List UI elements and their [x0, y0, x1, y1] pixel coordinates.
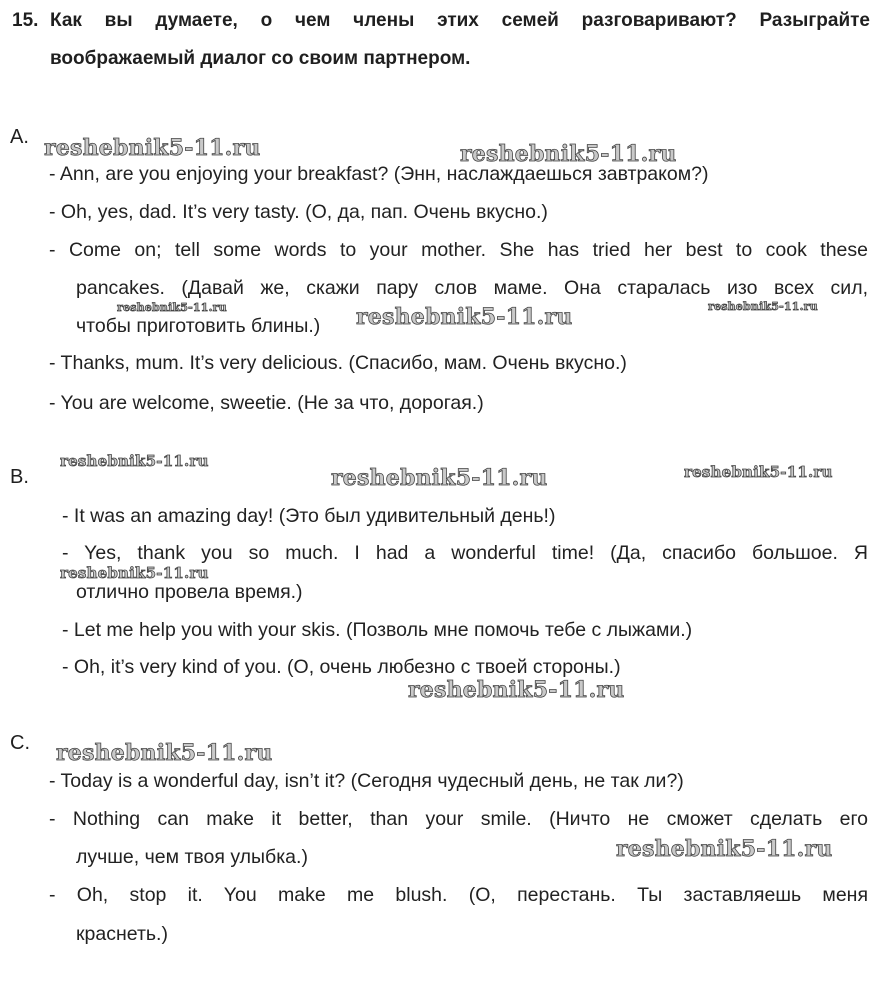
dialog-line: - Nothing can make it better, than your smile. (Ничто не сможет сделать его: [49, 808, 868, 830]
watermark: reshebnik5-11.ru: [331, 465, 548, 491]
section-b-letter: B.: [10, 466, 29, 488]
dialog-line-continued: лучше, чем твоя улыбка.): [76, 846, 308, 868]
dialog-line: - Ann, are you enjoying your breakfast? (Энн, наслаждаешься завтраком?): [49, 163, 709, 185]
watermark: reshebnik5-11.ru: [56, 740, 273, 766]
dialog-line: - It was an amazing day! (Это был удивительный день!): [62, 505, 556, 527]
watermark: reshebnik5-11.ru: [60, 564, 209, 582]
watermark: reshebnik5-11.ru: [44, 135, 261, 161]
dialog-line: - Come on; tell some words to your mother. She has tried her best to cook these: [49, 239, 868, 261]
task-title-line-2: воображаемый диалог со своим партнером.: [50, 48, 471, 69]
dialog-line: - Yes, thank you so much. I had a wonderful time! (Да, спасибо большое. Я: [62, 542, 868, 564]
dialog-line: - Today is a wonderful day, isn’t it? (Сегодня чудесный день, не так ли?): [49, 770, 684, 792]
watermark: reshebnik5-11.ru: [708, 300, 818, 313]
watermark: reshebnik5-11.ru: [356, 304, 573, 330]
dialog-line: - Oh, it’s very kind of you. (О, очень любезно с твоей стороны.): [62, 656, 621, 678]
watermark: reshebnik5-11.ru: [460, 141, 677, 167]
section-c-letter: C.: [10, 732, 30, 754]
dialog-line: - You are welcome, sweetie. (Не за что, дорогая.): [49, 392, 484, 414]
watermark: reshebnik5-11.ru: [117, 301, 227, 314]
watermark: reshebnik5-11.ru: [60, 452, 209, 470]
dialog-line: - Oh, yes, dad. It’s very tasty. (О, да, пап. Очень вкусно.): [49, 201, 548, 223]
dialog-line: - Oh, stop it. You make me blush. (О, перестань. Ты заставляешь меня: [49, 884, 868, 906]
section-a-letter: A.: [10, 126, 29, 148]
dialog-line: - Thanks, mum. It’s very delicious. (Спасибо, мам. Очень вкусно.): [49, 352, 627, 374]
task-number: 15.: [12, 10, 39, 31]
task-title-line-1: Как вы думаете, о чем члены этих семей разговаривают? Разыграйте: [50, 10, 870, 31]
dialog-line-continued: краснеть.): [76, 923, 168, 945]
dialog-line-continued: отлично провела время.): [76, 581, 303, 603]
watermark: reshebnik5-11.ru: [684, 463, 833, 481]
dialog-line-continued: чтобы приготовить блины.): [76, 315, 321, 337]
watermark: reshebnik5-11.ru: [616, 836, 833, 862]
dialog-line: - Let me help you with your skis. (Позволь мне помочь тебе с лыжами.): [62, 619, 693, 641]
watermark: reshebnik5-11.ru: [408, 677, 625, 703]
dialog-line-continued: pancakes. (Давай же, скажи пару слов маме. Она старалась изо всех сил,: [76, 277, 868, 299]
